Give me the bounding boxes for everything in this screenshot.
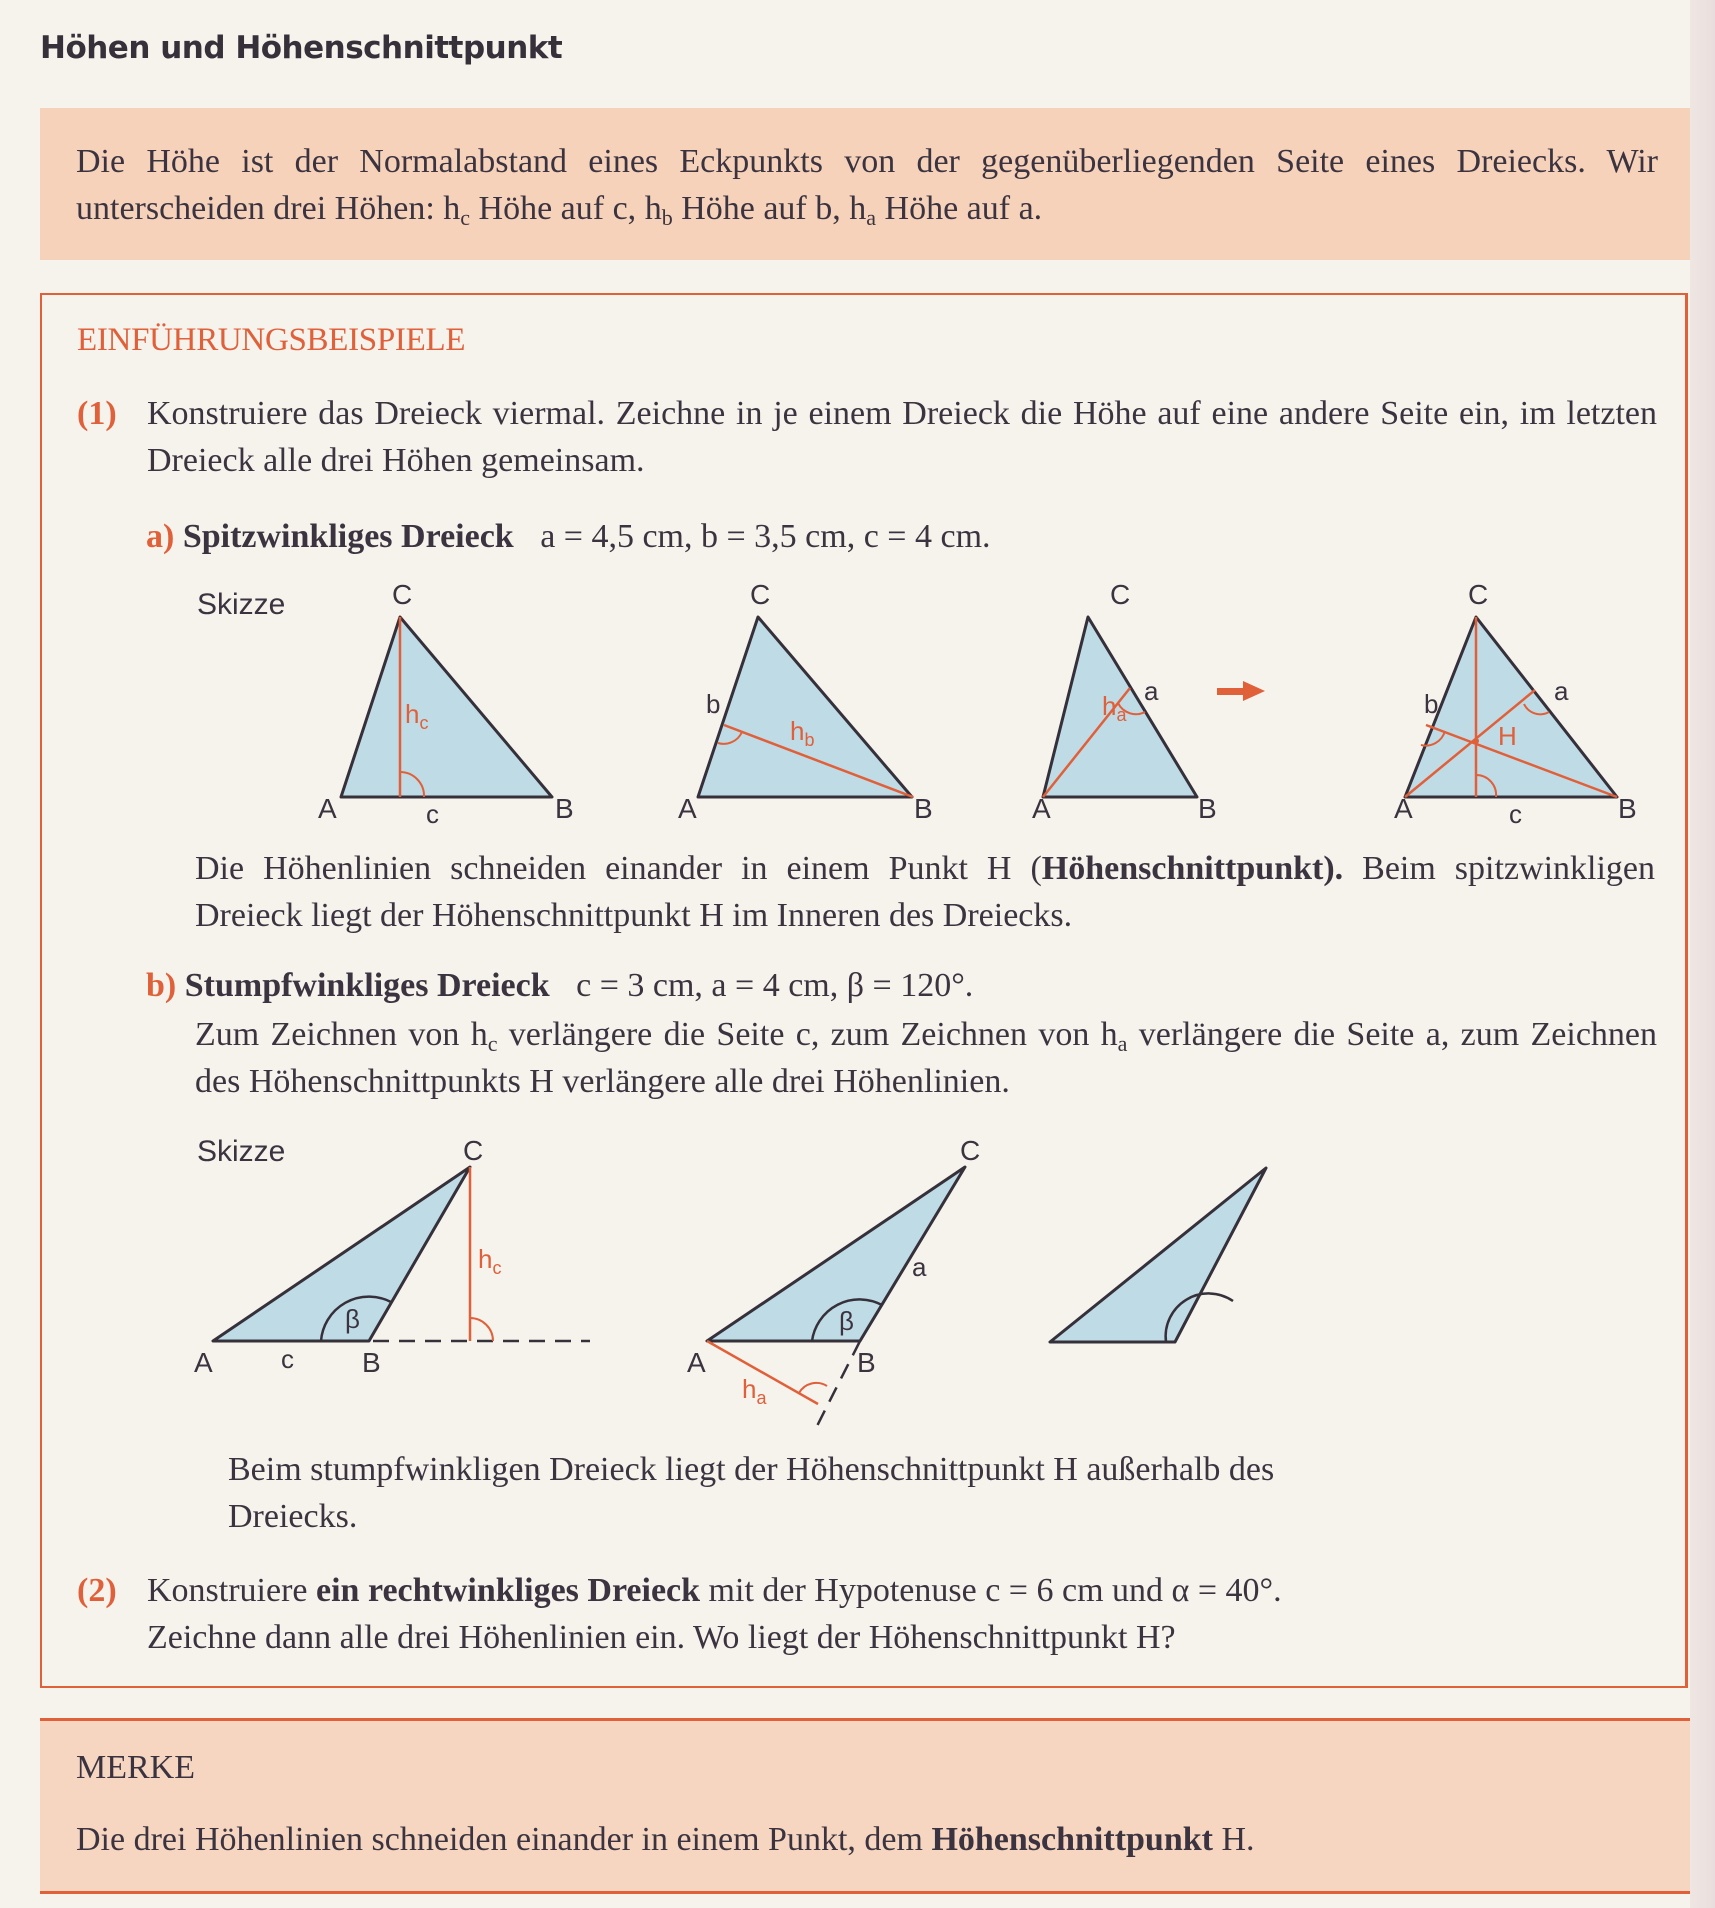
merke-box bbox=[40, 1718, 1690, 1894]
example-1a-conclusion: Die Höhenlinien schneiden einander in einem Punkt H (Höhenschnittpunkt). Beim spitzwinkligen Dreieck liegt der Höhenschnittpunkt H im Inneren des Dreiecks. bbox=[195, 850, 1655, 934]
example-1b-hint: Zum Zeichnen von $h_c$ verlängere die Seite c, zum Zeichnen von $h_a$ verlängere die Seite a, zum Zeichnen des Höhenschnittpunkts H verlängere alle drei Höhenlinien. bbox=[195, 1016, 1657, 1100]
vertex-label-B: B bbox=[1618, 793, 1637, 824]
vertex-label-A: A bbox=[318, 793, 337, 824]
vertex-label-A: A bbox=[678, 793, 697, 824]
altitude-label-hb: $h_b$ bbox=[790, 716, 815, 750]
sub-title: Spitzwinkliges Dreieck bbox=[182, 518, 514, 555]
acute-triangle-hc bbox=[318, 579, 574, 829]
given-values: c = 3 cm, a = 4 cm, β = 120°. bbox=[576, 967, 974, 1004]
right-angle-mark bbox=[470, 1318, 493, 1341]
merke-text: Die drei Höhenlinien schneiden einander in einem Punkt, dem Höhenschnittpunkt H. bbox=[76, 1821, 1255, 1858]
vertex-label-C: C bbox=[463, 1135, 484, 1166]
vertex-label-A: A bbox=[687, 1347, 706, 1378]
orthocenter-point bbox=[1473, 738, 1479, 744]
acute-triangle-all-altitudes bbox=[1394, 579, 1637, 829]
example-1b-conclusion: Beim stumpfwinkligen Dreieck liegt der Höhenschnittpunkt H außerhalb des Dreiecks. bbox=[228, 1451, 1275, 1535]
arrow-right-icon bbox=[1217, 681, 1265, 701]
vertex-label-A: A bbox=[1394, 793, 1413, 824]
altitude-label-ha: $h_a$ bbox=[1102, 691, 1127, 725]
merke-heading: MERKE bbox=[76, 1749, 195, 1786]
given-values: a = 4,5 cm, b = 3,5 cm, c = 4 cm. bbox=[540, 518, 991, 555]
orthocenter-label-H: H bbox=[1498, 721, 1517, 751]
vertex-label-C: C bbox=[750, 579, 771, 610]
vertex-label-C: C bbox=[392, 579, 413, 610]
extension-line-a bbox=[815, 1341, 860, 1430]
examples-heading: EINFÜHRUNGSBEISPIELE bbox=[77, 322, 466, 358]
vertex-label-B: B bbox=[1198, 793, 1217, 824]
sub-label: b) bbox=[146, 967, 177, 1004]
obtuse-triangle-hb bbox=[1050, 1168, 1266, 1342]
altitude-label-hc: $h_c$ bbox=[478, 1244, 502, 1278]
sub-title: Stumpfwinkliges Dreieck bbox=[184, 967, 550, 1004]
example-2-text: Konstruiere ein rechtwinkliges Dreieck mit der Hypotenuse c = 6 cm und α = 40°. Zeichne dann alle drei Höhenlinien ein. Wo liegt der Höhenschnittpunkt H? bbox=[147, 1572, 1282, 1656]
vertex-label-C: C bbox=[960, 1135, 981, 1166]
altitude-label-ha: $h_a$ bbox=[742, 1374, 767, 1408]
right-angle-mark bbox=[799, 1383, 827, 1393]
vertex-label-B: B bbox=[555, 793, 574, 824]
side-label-a: a bbox=[912, 1252, 927, 1282]
sub-label: a) bbox=[146, 518, 175, 555]
side-label-a: a bbox=[1144, 676, 1159, 706]
obtuse-triangle-ha bbox=[687, 1135, 980, 1430]
vertex-label-B: B bbox=[914, 793, 933, 824]
page-title: Höhen und Höhenschnittpunkt bbox=[40, 30, 563, 66]
triangle-shape bbox=[1050, 1168, 1266, 1342]
sketch-label: Skizze bbox=[197, 588, 286, 621]
side-label-c: c bbox=[1509, 799, 1522, 829]
definition-text: Die Höhe ist der Normalabstand eines Eckpunkts von der gegenüberliegenden Seite eines Dreiecks. Wir unterscheiden drei Höhen: $h_c$ Höhe auf c, $h_b$ Höhe auf b, $h_a$ Höhe auf a. bbox=[76, 143, 1658, 230]
triangle-shape bbox=[698, 617, 912, 797]
vertex-label-A: A bbox=[194, 1347, 213, 1378]
vertex-label-C: C bbox=[1468, 579, 1489, 610]
side-label-b: b bbox=[1424, 689, 1439, 719]
side-label-c: c bbox=[426, 799, 439, 829]
acute-triangle-ha bbox=[1032, 579, 1217, 824]
obtuse-triangle-hc bbox=[194, 1135, 590, 1378]
angle-label-beta: β bbox=[345, 1304, 360, 1334]
vertex-label-B: B bbox=[362, 1347, 381, 1378]
example-1-text: Konstruiere das Dreieck viermal. Zeichne in je einem Dreieck die Höhe auf eine andere Seite ein, im letzten Dreieck alle drei Höhen gemeinsam. bbox=[147, 395, 1657, 479]
example-number: (2) bbox=[77, 1572, 117, 1609]
triangle-shape bbox=[213, 1167, 470, 1341]
vertex-label-B: B bbox=[857, 1347, 876, 1378]
angle-label-beta: β bbox=[839, 1306, 854, 1336]
sketch-label: Skizze bbox=[197, 1135, 286, 1168]
side-label-c: c bbox=[281, 1344, 294, 1374]
triangle-shape bbox=[341, 617, 552, 797]
vertex-label-C: C bbox=[1110, 579, 1131, 610]
example-number: (1) bbox=[77, 395, 117, 432]
vertex-label-A: A bbox=[1032, 793, 1051, 824]
side-label-a: a bbox=[1554, 676, 1569, 706]
acute-triangle-hb bbox=[678, 579, 933, 824]
altitude-label-hc: $h_c$ bbox=[405, 699, 429, 733]
side-label-b: b bbox=[706, 689, 721, 719]
